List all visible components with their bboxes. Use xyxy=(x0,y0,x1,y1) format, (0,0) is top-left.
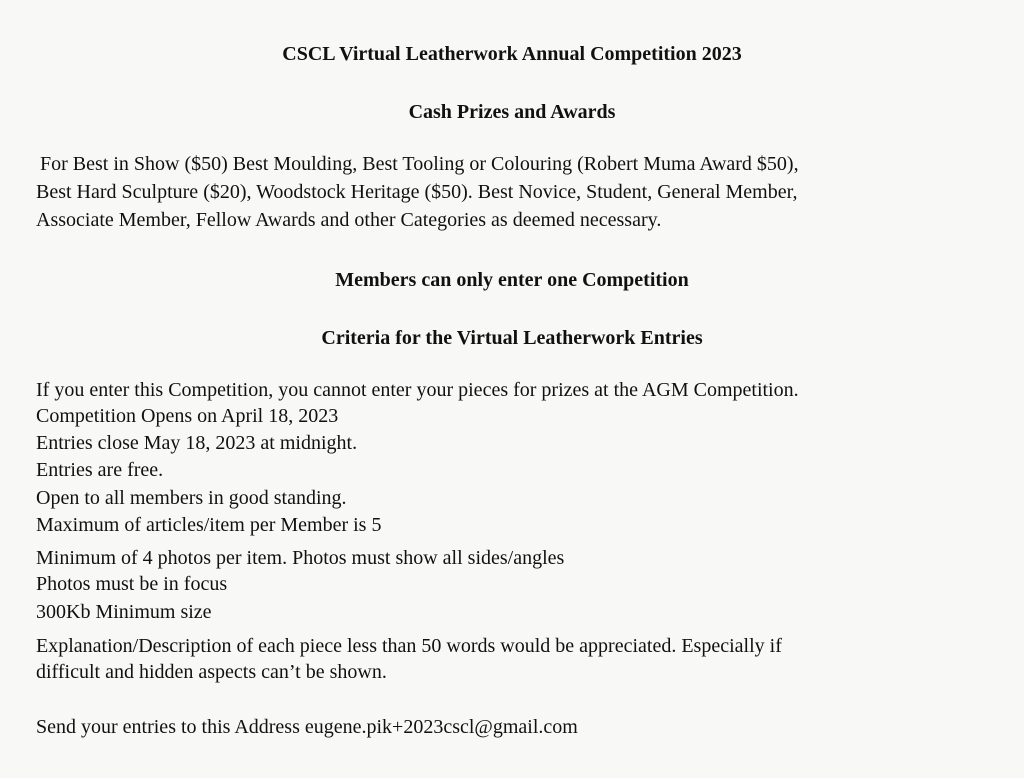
criteria-line: Open to all members in good standing. xyxy=(36,487,347,509)
criteria-line: If you enter this Competition, you cannot enter your pieces for prizes at the AGM Competition. xyxy=(36,379,799,401)
prizes-heading: Cash Prizes and Awards xyxy=(408,101,616,123)
prizes-line-1: For Best in Show ($50) Best Moulding, Best Tooling or Colouring (Robert Muma Award $50), xyxy=(40,153,799,175)
criteria-line: Entries close May 18, 2023 at midnight. xyxy=(36,432,358,454)
members-heading: Members can only enter one Competition xyxy=(335,269,689,291)
criteria-line: Entries are free. xyxy=(36,459,164,481)
criteria-line: Photos must be in focus xyxy=(36,573,228,595)
document-title: CSCL Virtual Leatherwork Annual Competition 2023 xyxy=(282,43,742,65)
send-entries-line: Send your entries to this Address eugene.pik+2023cscl@gmail.com xyxy=(36,716,578,738)
criteria-line: Minimum of 4 photos per item. Photos must show all sides/angles xyxy=(36,547,565,569)
criteria-line: 300Kb Minimum size xyxy=(36,601,212,623)
criteria-line: difficult and hidden aspects can’t be shown. xyxy=(36,661,387,683)
criteria-line: Maximum of articles/item per Member is 5 xyxy=(36,514,382,536)
criteria-heading: Criteria for the Virtual Leatherwork Entries xyxy=(321,327,703,349)
criteria-line: Competition Opens on April 18, 2023 xyxy=(36,405,339,427)
prizes-line-2: Best Hard Sculpture ($20), Woodstock Heritage ($50). Best Novice, Student, General Member, xyxy=(36,181,798,203)
prizes-line-3: Associate Member, Fellow Awards and other Categories as deemed necessary. xyxy=(36,209,662,231)
criteria-line: Explanation/Description of each piece less than 50 words would be appreciated. Especially if xyxy=(36,635,782,657)
